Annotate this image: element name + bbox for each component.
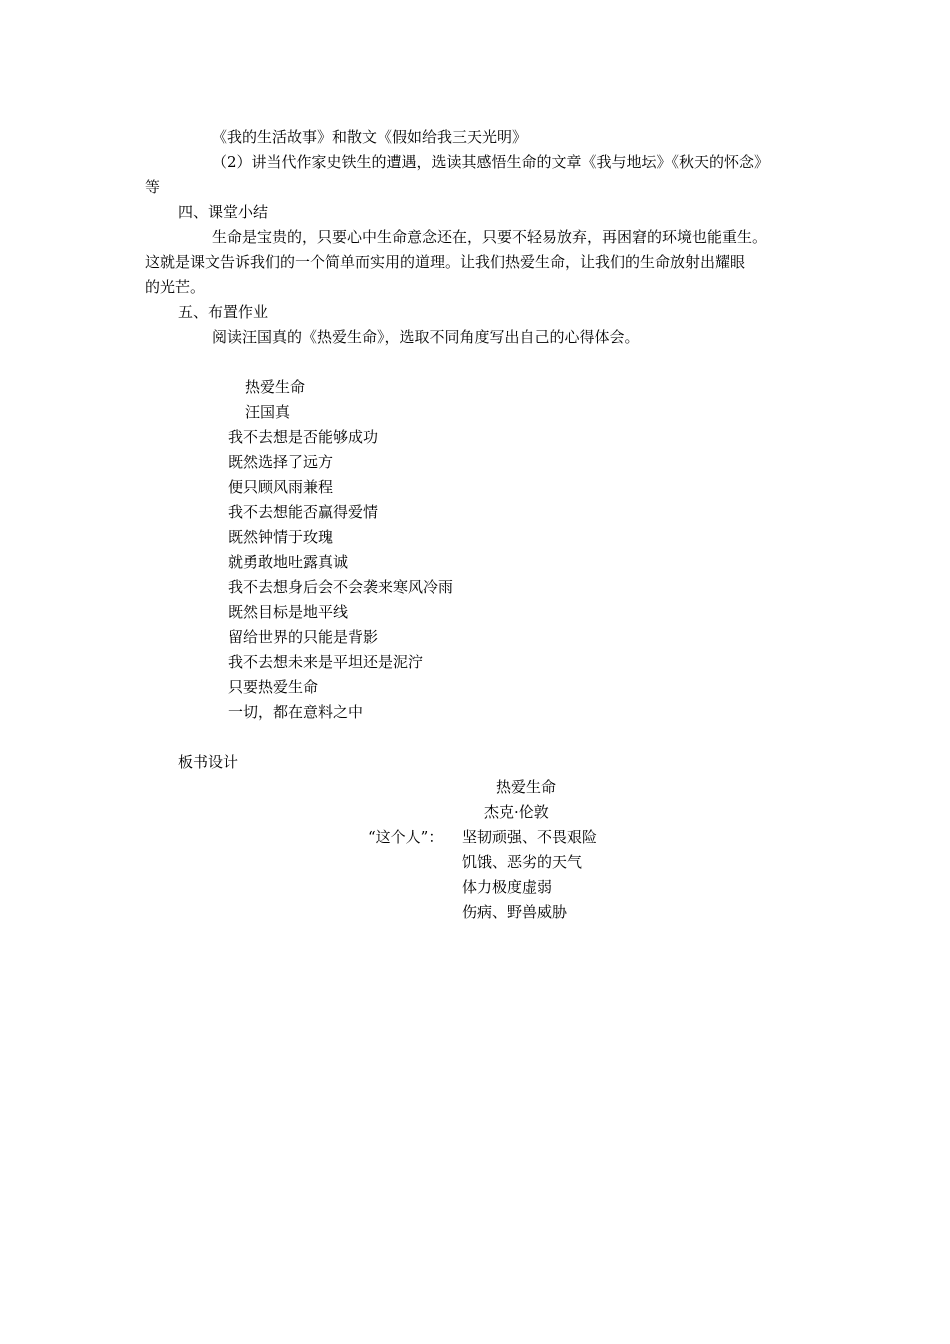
summary-line-3: 的光芒。 — [145, 278, 206, 296]
poem-line: 一切，都在意料之中 — [228, 703, 364, 721]
summary-line-1: 生命是宝贵的，只要心中生命意念还在，只要不轻易放弃，再困窘的环境也能重生。 — [212, 228, 768, 246]
summary-heading: 四、课堂小结 — [178, 203, 269, 221]
homework-heading: 五、布置作业 — [178, 303, 269, 321]
poem-line: 留给世界的只能是背影 — [228, 628, 379, 646]
board-item: 饥饿、恶劣的天气 — [462, 853, 583, 871]
poem-line: 我不去想未来是平坦还是泥泞 — [228, 653, 424, 671]
homework-text: 阅读汪国真的《热爱生命》，选取不同角度写出自己的心得体会。 — [212, 328, 640, 346]
board-title: 热爱生命 — [496, 778, 557, 796]
poem-line: 既然钟情于玫瑰 — [228, 528, 334, 546]
board-item: 体力极度虚弱 — [462, 878, 553, 896]
poem-line: 就勇敢地吐露真诚 — [228, 553, 349, 571]
section3-line-3: 等 — [145, 178, 161, 196]
board-label: “这个人”： — [368, 828, 444, 846]
section3-line-1: 《我的生活故事》和散文《假如给我三天光明》 — [212, 128, 528, 146]
board-heading: 板书设计 — [178, 753, 239, 771]
section3-line-2: （2）讲当代作家史铁生的遭遇，选读其感悟生命的文章《我与地坛》《秋天的怀念》 — [212, 153, 770, 171]
summary-line-2: 这就是课文告诉我们的一个简单而实用的道理。让我们热爱生命，让我们的生命放射出耀眼 — [145, 253, 746, 271]
poem-author: 汪国真 — [245, 403, 291, 421]
poem-line: 我不去想是否能够成功 — [228, 428, 379, 446]
poem-line: 我不去想能否赢得爱情 — [228, 503, 379, 521]
board-item: 坚韧顽强、不畏艰险 — [462, 828, 598, 846]
poem-line: 只要热爱生命 — [228, 678, 319, 696]
poem-title: 热爱生命 — [245, 378, 306, 396]
poem-line: 便只顾风雨兼程 — [228, 478, 334, 496]
poem-line: 既然选择了远方 — [228, 453, 334, 471]
poem-line: 我不去想身后会不会袭来寒风冷雨 — [228, 578, 454, 596]
board-item: 伤病、野兽威胁 — [462, 903, 568, 921]
poem-line: 既然目标是地平线 — [228, 603, 349, 621]
board-author: 杰克·伦敦 — [484, 803, 549, 821]
